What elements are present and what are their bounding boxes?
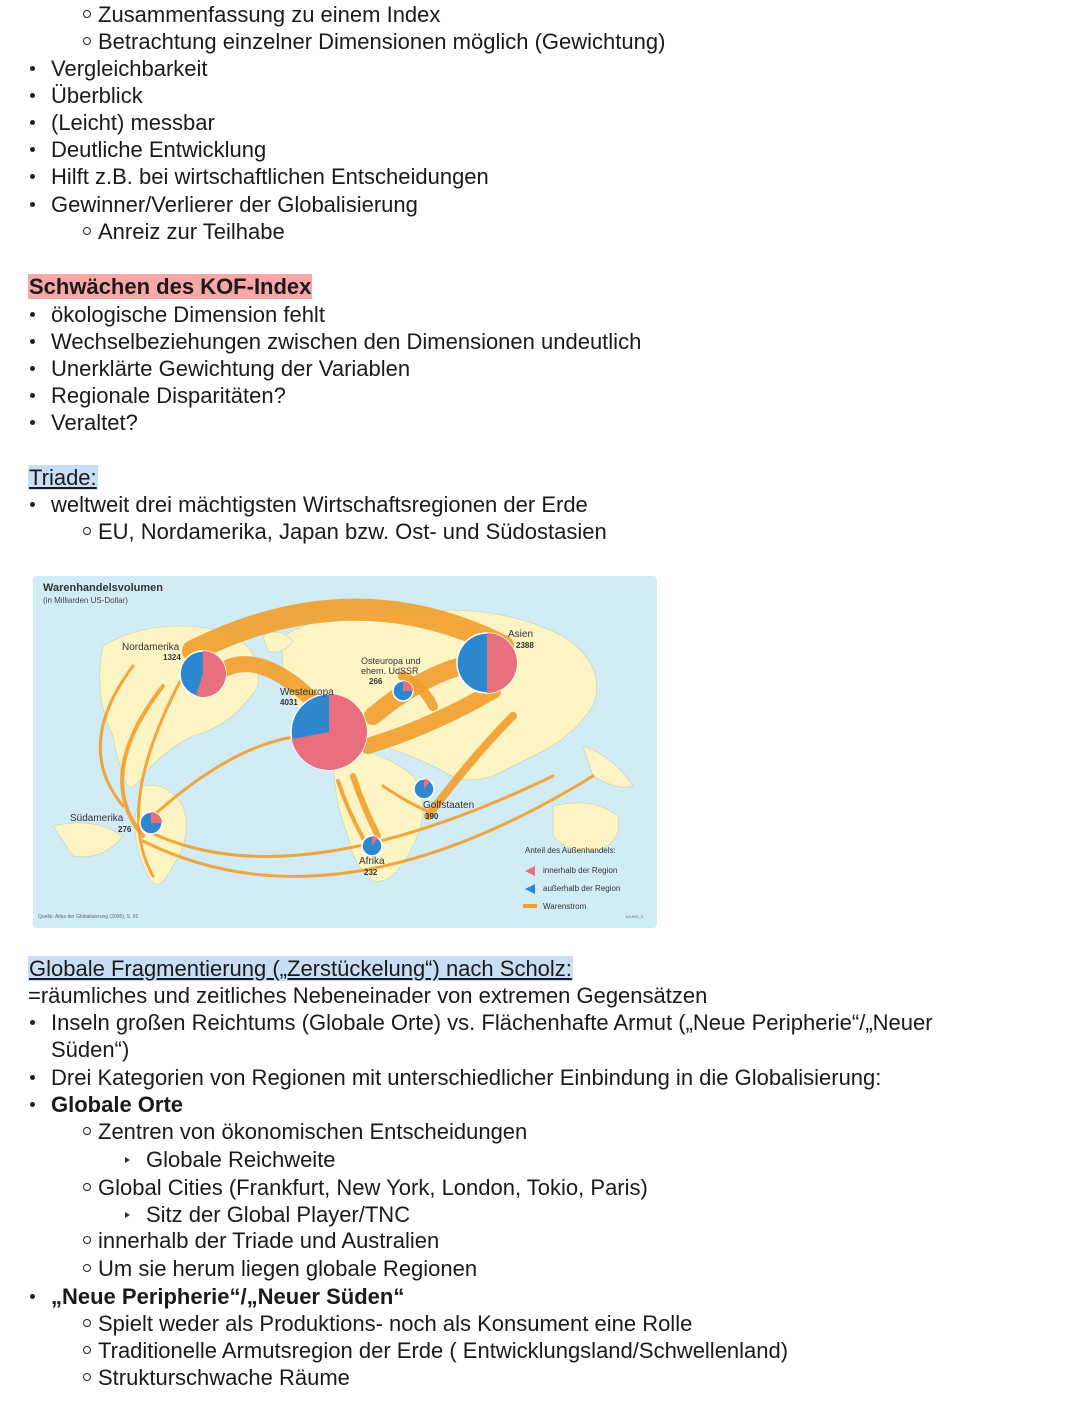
label-asien: Asien — [508, 629, 534, 640]
legend-inner: innerhalb der Region — [543, 866, 618, 875]
list-item: Hilft z.B. bei wirtschaftlichen Entscheidungen — [51, 164, 489, 189]
label-osteuropa: Osteuropa und — [361, 656, 421, 666]
list-item: ökologische Dimension fehlt — [51, 302, 325, 327]
list-item: Überblick — [51, 83, 143, 108]
section-heading-fragmentation — [28, 955, 573, 982]
list-item: Wechselbeziehungen zwischen den Dimensionen undeutlich — [51, 329, 642, 354]
sub-item-regions: EU, Nordamerika, Japan bzw. Ost- und Südostasien — [80, 518, 607, 545]
sub-item: Strukturschwache Räume — [80, 1364, 350, 1391]
list-item: Regionale Disparitäten? — [51, 383, 286, 408]
heading-text: Schwächen des KOF-Index — [29, 274, 312, 299]
value-golfstaaten: 390 — [425, 812, 439, 821]
list-item: Vergleichbarkeit — [51, 56, 208, 81]
list-item: Gewinner/Verlierer der Globalisierung — [51, 192, 418, 217]
legend-flow-marker — [523, 904, 537, 908]
sub-item: Traditionelle Armutsregion der Erde ( Entwicklungsland/Schwellenland) — [80, 1337, 788, 1364]
sub-sub-item: Globale Reichweite — [122, 1146, 336, 1173]
value-suedamerika: 276 — [118, 825, 132, 834]
map-source: Quelle: Atlas der Globalisierung (2006), S. 91 — [38, 914, 139, 920]
section-heading-weaknesses — [28, 273, 312, 300]
value-afrika: 232 — [364, 868, 378, 877]
label-nordamerika: Nordamerika — [122, 642, 180, 653]
value-asien: 2388 — [516, 641, 534, 650]
legend-outer: außerhalb der Region — [543, 884, 621, 893]
sub-item-dimensions: Betrachtung einzelner Dimensionen möglich (Gewichtung) — [80, 28, 665, 55]
section-heading-triade — [28, 464, 98, 491]
label-golfstaaten: Golfstaaten — [423, 800, 475, 811]
label-afrika: Afrika — [359, 856, 385, 867]
list-item-continued: Süden“) — [51, 1037, 130, 1062]
list-item: Unerklärte Gewichtung der Variablen — [51, 356, 411, 381]
label-osteuropa-2: ehem. UdSSR — [361, 666, 419, 676]
list-item: Veraltet? — [51, 410, 138, 435]
legend-title: Anteil des Außenhandels: — [525, 846, 616, 855]
list-item: Deutliche Entwicklung — [51, 137, 267, 162]
sub-item-teilhabe: Anreiz zur Teilhabe — [80, 218, 285, 245]
heading-text: Globale Fragmentierung („Zerstückelung“) nach Scholz: — [29, 956, 572, 981]
sub-item: Zentren von ökonomischen Entscheidungen — [80, 1118, 527, 1145]
sub-sub-item: Sitz der Global Player/TNC — [122, 1201, 410, 1228]
map-title: Warenhandelsvolumen — [43, 582, 164, 594]
legend-flow: Warenstrom — [543, 902, 587, 911]
label-suedamerika: Südamerika — [70, 813, 124, 824]
sub-item: Um sie herum liegen globale Regionen — [80, 1255, 477, 1282]
sub-item: Global Cities (Frankfurt, New York, London, Tokio, Paris) — [80, 1174, 648, 1201]
heading-text: Triade: — [29, 465, 97, 490]
map-subtitle: (in Milliarden US-Dollar) — [43, 596, 128, 605]
list-item: Drei Kategorien von Regionen mit unterschiedlicher Einbindung in die Globalisierung: — [51, 1065, 882, 1090]
value-osteuropa: 266 — [369, 677, 383, 686]
value-nordamerika: 1324 — [163, 653, 181, 662]
list-item-globale-orte: Globale Orte — [51, 1092, 184, 1117]
map-code: 101920_3 — [625, 914, 643, 919]
trade-volume-map — [33, 576, 657, 928]
list-item-neue-peripherie: „Neue Peripherie“/„Neuer Süden“ — [51, 1284, 405, 1309]
list-item: (Leicht) messbar — [51, 110, 215, 135]
list-item: weltweit drei mächtigsten Wirtschaftsregionen der Erde — [51, 492, 588, 517]
map-svg — [33, 576, 657, 928]
label-westeuropa: Westeuropa — [280, 687, 334, 698]
list-item: Inseln großen Reichtums (Globale Orte) vs. Flächenhafte Armut („Neue Peripherie“/„Neuer — [51, 1010, 933, 1035]
value-westeuropa: 4031 — [280, 698, 298, 707]
sub-item: innerhalb der Triade und Australien — [80, 1227, 439, 1254]
sub-item-index: Zusammenfassung zu einem Index — [80, 1, 440, 28]
sub-item: Spielt weder als Produktions- noch als Konsument eine Rolle — [80, 1310, 692, 1337]
definition-text: =räumliches und zeitliches Nebeneinader von extremen Gegensätzen — [28, 983, 708, 1008]
